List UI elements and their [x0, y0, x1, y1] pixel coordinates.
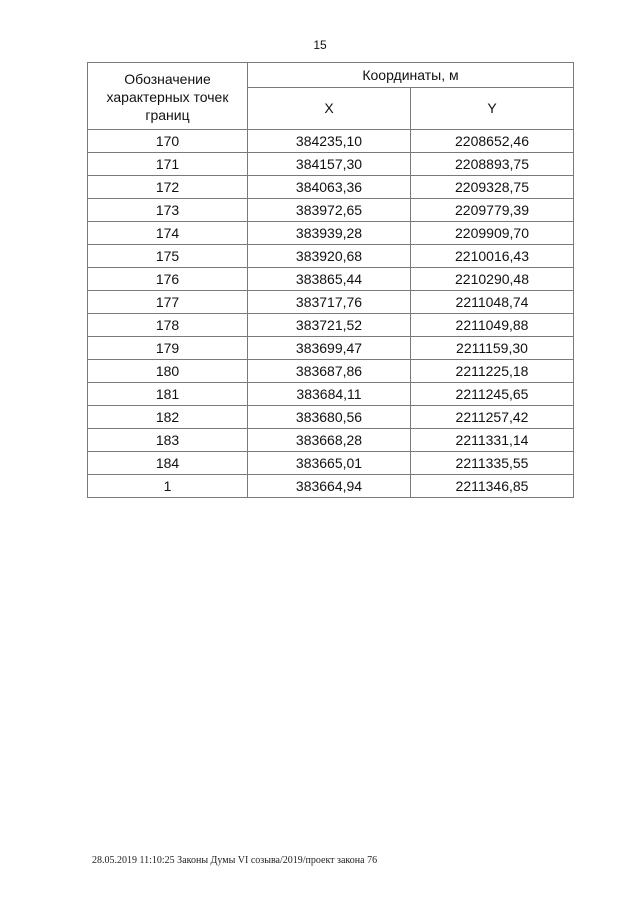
- y-cell: 2211049,88: [411, 314, 574, 337]
- x-cell: 383972,65: [248, 199, 411, 222]
- point-cell: 178: [88, 314, 248, 337]
- table-row: [88, 383, 574, 406]
- x-cell: 384063,36: [248, 176, 411, 199]
- y-cell: 2211346,85: [411, 475, 574, 498]
- y-cell: 2211245,65: [411, 383, 574, 406]
- table-body: [88, 130, 574, 498]
- table-row: [88, 337, 574, 360]
- document-footer: 28.05.2019 11:10:25 Законы Думы VI созыва/2019/проект закона 76: [92, 855, 378, 866]
- point-cell: 182: [88, 406, 248, 429]
- y-cell: 2211225,18: [411, 360, 574, 383]
- point-cell: 170: [88, 130, 248, 153]
- y-cell: 2211331,14: [411, 429, 574, 452]
- x-cell: 383721,52: [248, 314, 411, 337]
- x-cell: 383717,76: [248, 291, 411, 314]
- point-cell: 180: [88, 360, 248, 383]
- coordinates-header: Координаты, м: [248, 63, 574, 88]
- table-row: [88, 199, 574, 222]
- point-cell: 171: [88, 153, 248, 176]
- y-cell: 2210016,43: [411, 245, 574, 268]
- table-row: [88, 360, 574, 383]
- point-cell: 177: [88, 291, 248, 314]
- point-cell: 1: [88, 475, 248, 498]
- table-header: [88, 63, 574, 130]
- x-cell: 383684,11: [248, 383, 411, 406]
- table-row: [88, 406, 574, 429]
- coordinates-table: [87, 62, 574, 498]
- point-cell: 179: [88, 337, 248, 360]
- point-cell: 175: [88, 245, 248, 268]
- point-cell: 174: [88, 222, 248, 245]
- point-cell: 172: [88, 176, 248, 199]
- table-row: [88, 452, 574, 475]
- y-cell: 2208893,75: [411, 153, 574, 176]
- point-cell: 181: [88, 383, 248, 406]
- table-row: [88, 222, 574, 245]
- table-row: [88, 153, 574, 176]
- x-cell: 383920,68: [248, 245, 411, 268]
- table-row: [88, 130, 574, 153]
- y-cell: 2210290,48: [411, 268, 574, 291]
- x-cell: 383865,44: [248, 268, 411, 291]
- x-cell: 383939,28: [248, 222, 411, 245]
- x-cell: 383668,28: [248, 429, 411, 452]
- table-row: [88, 475, 574, 498]
- point-cell: 173: [88, 199, 248, 222]
- y-cell: 2211159,30: [411, 337, 574, 360]
- y-cell: 2209909,70: [411, 222, 574, 245]
- y-cell: 2211335,55: [411, 452, 574, 475]
- x-cell: 384235,10: [248, 130, 411, 153]
- y-cell: 2211048,74: [411, 291, 574, 314]
- point-cell: 183: [88, 429, 248, 452]
- x-cell: 383664,94: [248, 475, 411, 498]
- table-row: [88, 268, 574, 291]
- x-cell: 383699,47: [248, 337, 411, 360]
- table-row: [88, 429, 574, 452]
- point-cell: 176: [88, 268, 248, 291]
- table-row: [88, 245, 574, 268]
- table-row: [88, 176, 574, 199]
- x-cell: 384157,30: [248, 153, 411, 176]
- y-cell: 2209779,39: [411, 199, 574, 222]
- table-row: [88, 314, 574, 337]
- x-cell: 383687,86: [248, 360, 411, 383]
- point-cell: 184: [88, 452, 248, 475]
- x-cell: 383665,01: [248, 452, 411, 475]
- y-header: Y: [411, 87, 574, 129]
- y-cell: 2211257,42: [411, 406, 574, 429]
- y-cell: 2208652,46: [411, 130, 574, 153]
- x-header: X: [248, 87, 411, 129]
- page-number: 15: [313, 38, 327, 52]
- y-cell: 2209328,75: [411, 176, 574, 199]
- x-cell: 383680,56: [248, 406, 411, 429]
- designation-header: Обозначение характерных точек границ: [88, 63, 248, 130]
- table-row: [88, 291, 574, 314]
